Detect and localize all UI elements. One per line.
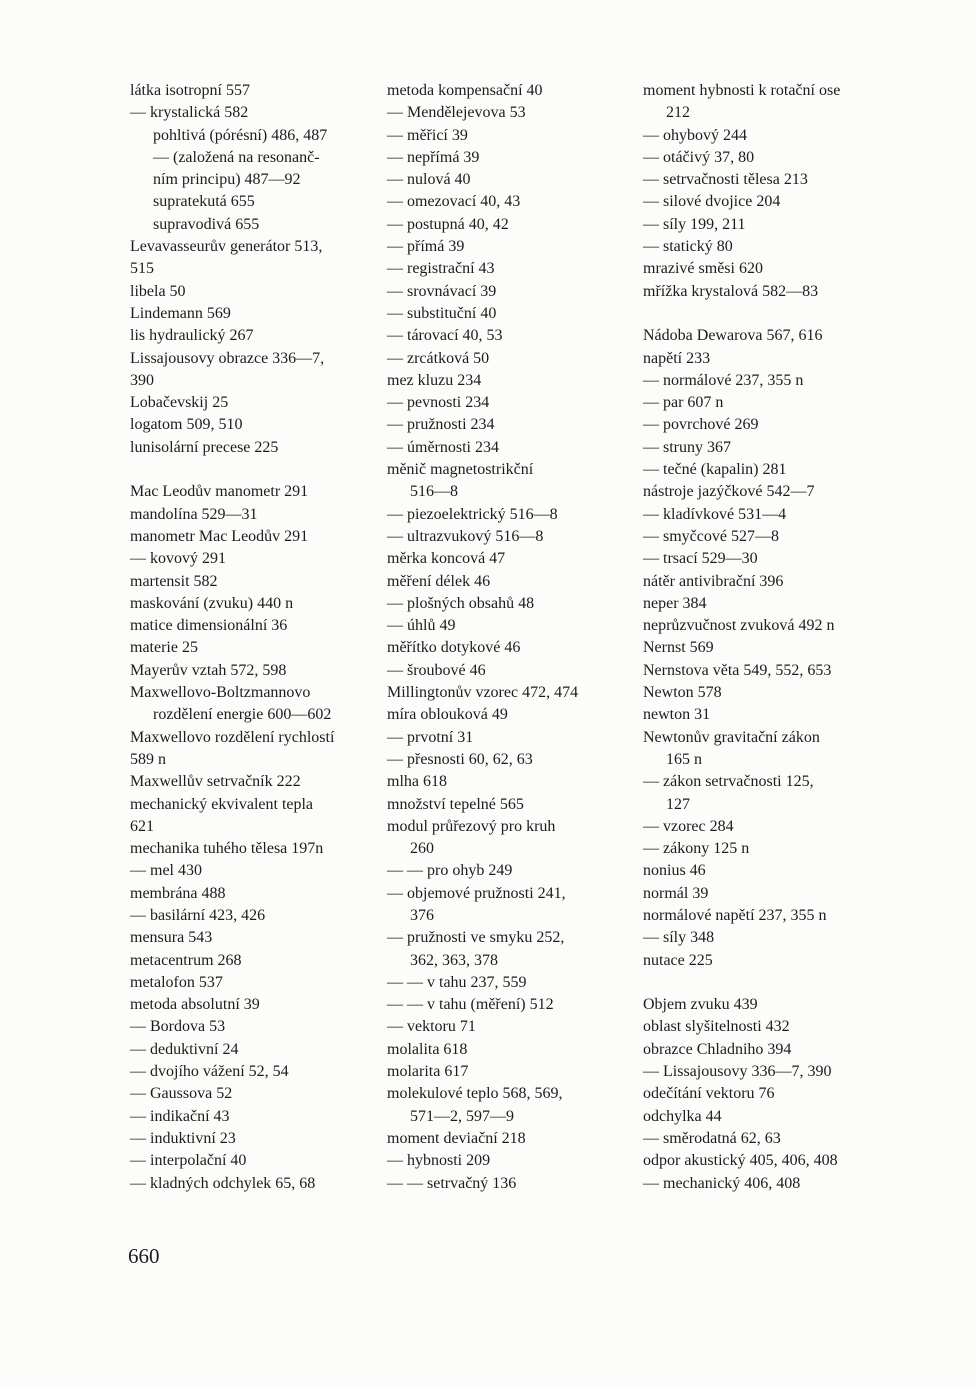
index-entry: martensit 582 [130,572,218,590]
index-entry: — směrodatná 62, 63 [643,1129,781,1147]
index-entry: napětí 233 [643,349,711,367]
index-entry: odpor akustický 405, 406, 408 [643,1152,838,1170]
index-entry: látka isotropní 557 [130,82,250,99]
index-entry: — pružnosti 234 [387,416,495,434]
index-entry-continuation: 362, 363, 378 [410,951,498,969]
index-entry: — nepřímá 39 [387,148,480,166]
index-entry: — zákon setrvačnosti 125, [643,773,814,791]
index-entry: — kladívkové 531—4 [643,505,787,523]
index-entry: modul průřezový pro kruh [387,817,556,835]
index-entry: mrazivé směsi 620 [643,260,763,278]
index-entry: — hybnosti 209 [387,1152,491,1170]
index-entry: měření délek 46 [387,572,491,590]
index-column-2 [387,80,637,1195]
index-entry-continuation: — (založená na resonanč- [153,148,320,166]
index-entry: — nulová 40 [387,171,471,189]
index-entry: míra oblouková 49 [387,706,508,724]
index-entry: — vzorec 284 [643,817,734,835]
index-entry: — tečné (kapalin) 281 [643,461,787,479]
index-column-1 [130,80,378,1195]
index-entry: Nádoba Dewarova 567, 616 [643,327,823,345]
section-gap [130,459,378,481]
index-entry: Newton 578 [643,684,722,702]
index-entry: — mechanický 406, 408 [643,1174,801,1192]
index-entry: mez kluzu 234 [387,371,482,389]
index-entry: Levavasseurův generátor 513, [130,238,323,256]
index-entry: — par 607 n [643,394,724,412]
index-entry: — mel 430 [130,862,202,880]
index-entry: obrazce Chladniho 394 [643,1040,792,1058]
index-entry: — omezovací 40, 43 [387,193,521,211]
index-entry: — smyčcové 527—8 [643,527,779,545]
index-entry: — měřicí 39 [387,126,468,144]
index-entry: — — v tahu 237, 559 [387,973,527,991]
index-entry: lis hydraulický 267 [130,327,254,345]
index-entry: Millingtonův vzorec 472, 474 [387,684,579,702]
index-entry: — zákony 125 n [643,840,750,858]
index-entry: — Mendělejevova 53 [387,104,526,122]
index-entry-continuation: 260 [410,840,434,858]
index-entry: Lobačevskij 25 [130,394,229,412]
index-entry: oblast slyšitelnosti 432 [643,1018,790,1036]
index-entry: moment deviační 218 [387,1129,526,1147]
index-entry: — silové dvojice 204 [643,193,781,211]
index-entry: Nernst 569 [643,639,714,657]
index-entry: — krystalická 582 [130,104,249,122]
index-entry: Newtonův gravitační zákon [643,728,820,746]
index-entry-continuation: supravodivá 655 [153,215,260,233]
index-entry: — normálové 237, 355 n [643,371,804,389]
section-gap [643,303,893,325]
index-entry: Objem zvuku 439 [643,996,758,1014]
index-entry-continuation: rozdělení energie 600—602 [153,706,332,724]
index-entry: Lissajousovy obrazce 336—7, [130,349,325,367]
index-entry: metoda kompensační 40 [387,82,543,99]
index-entry: — piezoelektrický 516—8 [387,505,558,523]
index-entry: Maxwellovo rozdělení rychlostí [130,728,335,746]
index-entry: Lindemann 569 [130,304,231,322]
index-entry: — pevnosti 234 [387,394,490,412]
index-entry: — povrchové 269 [643,416,759,434]
index-entry: — kovový 291 [130,550,226,568]
index-entry: — objemové pružnosti 241, [387,884,566,902]
page-number: 660 [128,1244,160,1268]
index-entry: — substituční 40 [387,304,497,322]
index-entry: manometr Mac Leodův 291 [130,527,309,545]
index-entry: — šroubové 46 [387,661,486,679]
index-entry: — Bordova 53 [130,1018,226,1036]
index-entry-continuation: 212 [666,104,690,122]
index-entry: — registrační 43 [387,260,495,278]
index-entry: 621 [130,817,154,835]
index-entry: moment hybnosti k rotační ose [643,82,841,99]
index-entry: — — setrvačný 136 [387,1174,517,1192]
index-entry-continuation: supratekutá 655 [153,193,255,211]
index-entry: newton 31 [643,706,711,724]
index-entry: nátěr antivibrační 396 [643,572,784,590]
index-entry: — setrvačnosti tělesa 213 [643,171,808,189]
index-entry: — dvojího vážení 52, 54 [130,1063,289,1081]
index-entry: měnič magnetostrikční [387,461,534,479]
index-entry: nutace 225 [643,951,713,969]
index-entry: — prvotní 31 [387,728,474,746]
index-entry: metacentrum 268 [130,951,242,969]
index-entry-continuation: 165 n [666,750,702,768]
index-entry: molekulové teplo 568, 569, [387,1085,563,1103]
index-entry: neper 384 [643,594,707,612]
index-entry: Maxwellův setrvačník 222 [130,773,301,791]
index-entry: — struny 367 [643,438,731,456]
index-entry-continuation: ním principu) 487—92 [153,171,301,189]
index-entry: — ultrazvukový 516—8 [387,527,544,545]
index-entry: maskování (zvuku) 440 n [130,594,294,612]
index-entry: — postupná 40, 42 [387,215,509,233]
index-entry: — tárovací 40, 53 [387,327,503,345]
index-entry: mechanika tuhého tělesa 197n [130,840,324,858]
index-entry-continuation: 376 [410,906,434,924]
index-entry: — přímá 39 [387,238,465,256]
index-entry: Nernstova věta 549, 552, 653 [643,661,832,679]
index-entry: Mac Leodův manometr 291 [130,483,309,501]
index-entry: — otáčivý 37, 80 [643,148,755,166]
index-entry: metoda absolutní 39 [130,996,260,1014]
index-entry: mlha 618 [387,773,447,791]
index-entry: — Lissajousovy 336—7, 390 [643,1063,832,1081]
index-entry: molarita 617 [387,1063,469,1081]
index-entry: — přesnosti 60, 62, 63 [387,750,533,768]
index-entry: — deduktivní 24 [130,1040,239,1058]
index-entry: — zrcátková 50 [387,349,490,367]
index-entry: Maxwellovo-Boltzmannovo [130,684,311,702]
index-entry-continuation: 571—2, 597—9 [410,1107,514,1125]
index-entry-continuation: 516—8 [410,483,458,501]
index-entry: — síly 348 [643,929,715,947]
index-entry: lunisolární precese 225 [130,438,279,456]
index-entry: — kladných odchylek 65, 68 [130,1174,316,1192]
index-entry: mensura 543 [130,929,213,947]
index-entry: — induktivní 23 [130,1129,236,1147]
index-entry: nonius 46 [643,862,706,880]
index-entry: libela 50 [130,282,186,300]
index-entry: — trsací 529—30 [643,550,758,568]
index-entry: množství tepelné 565 [387,795,524,813]
index-entry: metalofon 537 [130,973,223,991]
index-entry: membrána 488 [130,884,226,902]
index-entry: — basilární 423, 426 [130,906,266,924]
index-entry: odečítání vektoru 76 [643,1085,775,1103]
index-entry: normálové napětí 237, 355 n [643,906,827,924]
index-entry: — ohybový 244 [643,126,747,144]
index-entry: — vektoru 71 [387,1018,476,1036]
index-entry: — Gaussova 52 [130,1085,233,1103]
index-entry: mřížka krystalová 582—83 [643,282,819,300]
index-entry: odchylka 44 [643,1107,722,1125]
index-entry: — — pro ohyb 249 [387,862,513,880]
index-entry: Mayerův vztah 572, 598 [130,661,287,679]
index-entry: — interpolační 40 [130,1152,247,1170]
index-entry: — — v tahu (měření) 512 [387,996,554,1014]
index-entry: — úhlů 49 [387,617,456,635]
index-entry: — pružnosti ve smyku 252, [387,929,565,947]
index-entry: — statický 80 [643,238,733,256]
index-entry: matice dimensionální 36 [130,617,288,635]
index-entry: nástroje jazýčkové 542—7 [643,483,815,501]
index-entry: 390 [130,371,154,389]
index-entry: — úměrnosti 234 [387,438,499,456]
index-entry: normál 39 [643,884,709,902]
index-entry-continuation: pohltivá (pórésní) 486, 487 [153,126,328,144]
index-entry: — indikační 43 [130,1107,230,1125]
index-entry: neprůzvučnost zvuková 492 n [643,617,835,635]
index-entry: logatom 509, 510 [130,416,243,434]
index-entry: 515 [130,260,154,278]
index-column-3 [643,80,893,1195]
index-entry: měřítko dotykové 46 [387,639,521,657]
index-entry: mandolína 529—31 [130,505,258,523]
index-entry: — srovnávací 39 [387,282,497,300]
index-entry: molalita 618 [387,1040,468,1058]
index-entry: měrka koncová 47 [387,550,506,568]
index-entry-continuation: 127 [666,795,690,813]
index-entry: materie 25 [130,639,198,657]
index-entry: 589 n [130,750,166,768]
index-entry: mechanický ekvivalent tepla [130,795,314,813]
index-entry: — síly 199, 211 [643,215,746,233]
section-gap [643,972,893,994]
index-entry: — plošných obsahů 48 [387,594,535,612]
